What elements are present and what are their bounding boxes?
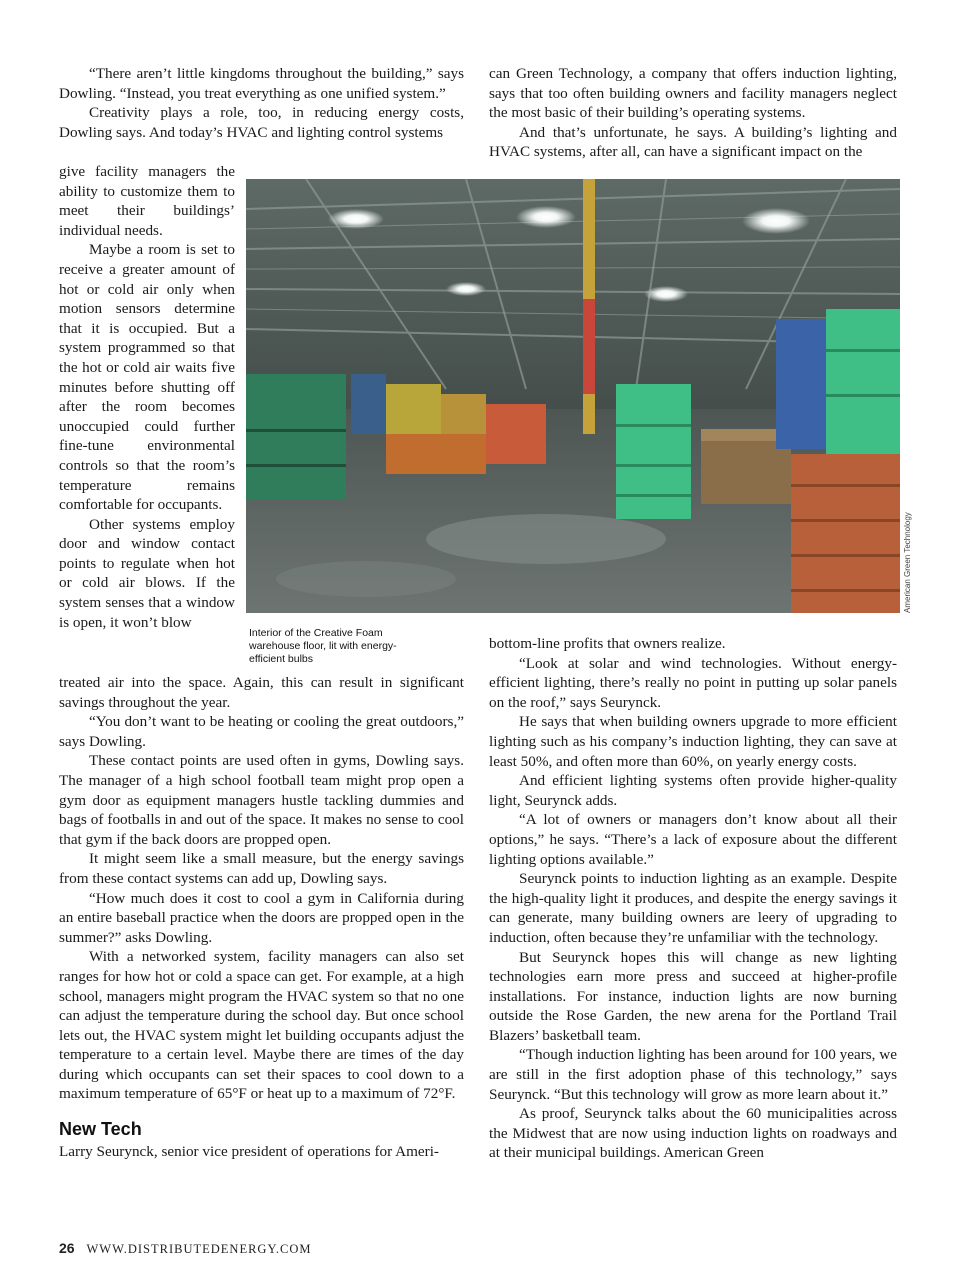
left-column-bottom bbox=[59, 673, 464, 1161]
paragraph: give facility managers the ability to customize them to meet their buildings’ individual needs. bbox=[59, 163, 235, 239]
paragraph: Larry Seurynck, senior vice president of operations for Ameri- bbox=[59, 1142, 439, 1160]
paragraph: And that’s unfortunate, he says. A building’s lighting and HVAC systems, after all, can have a significant impact on the bbox=[489, 123, 897, 161]
photo-caption: Interior of the Creative Foam warehouse floor, lit with energy-efficient bulbs bbox=[249, 627, 397, 665]
paragraph: “Look at solar and wind technologies. Without energy-efficient lighting, there’s really no point in putting up solar panels on the roof,” says Seurynck. bbox=[489, 654, 897, 711]
photo-credit: American Green Technology bbox=[903, 512, 912, 613]
right-column-bottom bbox=[489, 634, 897, 1163]
paragraph: can Green Technology, a company that offers induction lighting, says that too often building owners and facility managers neglect the most basic of their building’s operating systems. bbox=[489, 65, 897, 122]
paragraph: It might seem like a small measure, but the energy savings from these contact systems can add up, Dowling says. bbox=[59, 850, 464, 887]
section-heading: New Tech bbox=[59, 1119, 142, 1140]
paragraph: Creativity plays a role, too, in reducing energy costs, Dowling says. And today’s HVAC and lighting control systems bbox=[59, 104, 464, 141]
paragraph: Seurynck points to induction lighting as an example. Despite the high-quality light it produces, and despite the energy savings it can generate, many building owners are leery of upgrading to induction, often because they’re unfamiliar with the technology. bbox=[489, 870, 897, 946]
paragraph: “Though induction lighting has been around for 100 years, we are still in the first adoption phase of this technology,” says Seurynck. “But this technology will grow as more learn about it.” bbox=[489, 1046, 897, 1103]
paragraph: “A lot of owners or managers don’t know about all their options,” he says. “There’s a lack of exposure about the different lighting options available.” bbox=[489, 811, 897, 868]
left-column-top bbox=[59, 64, 464, 142]
paragraph: Maybe a room is set to receive a greater amount of hot or cold air only when motion sensors determine that it is occupied. But a system programmed so that the hot or cold air waits five minutes before shutting off after the room becomes unoccupied could further fine-tune environmental controls so that the room’s temperature remains comfortable for occupants. bbox=[59, 241, 235, 514]
page-footer bbox=[59, 1240, 311, 1257]
right-column-top bbox=[489, 64, 897, 162]
paragraph: Other systems employ door and window contact points to regulate when hot or cold air blows. If the system senses that a window is open, it won’t blow bbox=[59, 515, 235, 631]
warehouse-photo bbox=[246, 179, 900, 613]
paragraph: And efficient lighting systems often provide higher-quality light, Seurynck adds. bbox=[489, 772, 897, 809]
paragraph: As proof, Seurynck talks about the 60 municipalities across the Midwest that are now using induction lights on roadways and at their municipal buildings. American Green bbox=[489, 1105, 897, 1162]
paragraph: bottom-line profits that owners realize. bbox=[489, 635, 726, 652]
paragraph: He says that when building owners upgrade to more efficient lighting such as his company’s induction lighting, they can save at least 50%, and often more than 60%, on yearly energy costs. bbox=[489, 713, 897, 770]
footer-url: WWW.DISTRIBUTEDENERGY.COM bbox=[86, 1242, 312, 1256]
page-number: 26 bbox=[59, 1240, 75, 1256]
paragraph: These contact points are used often in gyms, Dowling says. The manager of a high school football team might prop open a gym door as equipment managers hustle tackling dummies and bags of footballs in and out of the space. It makes no sense to cool that gym if the back doors are propped open. bbox=[59, 752, 464, 848]
paragraph: “You don’t want to be heating or cooling the great outdoors,” says Dowling. bbox=[59, 713, 464, 750]
paragraph: treated air into the space. Again, this can result in significant savings throughout the year. bbox=[59, 674, 464, 711]
left-column-narrow bbox=[59, 162, 235, 632]
paragraph: But Seurynck hopes this will change as new lighting technologies earn more press and succeed at higher-profile installations. For instance, induction lights are now burning outside the Rose Garden, the new arena for the Portland Trail Blazers’ basketball team. bbox=[489, 948, 897, 1044]
paragraph: “How much does it cost to cool a gym in California during an entire baseball practice when the doors are propped open in the summer?” asks Dowling. bbox=[59, 889, 464, 946]
paragraph: With a networked system, facility managers can also set ranges for how hot or cold a space can get. For example, at a high school, managers might program the HVAC system so that no one can adjust the temperature during the school day. But once school lets out, the HVAC system might let building occupants adjust the temperature to a certain level. Maybe there are times of the day during which occupants can set their spaces to cool down to a maximum temperature of 65°F or heat up to a maximum of 72°F. bbox=[59, 948, 464, 1103]
paragraph: “There aren’t little kingdoms throughout the building,” says Dowling. “Instead, you treat everything as one unified system.” bbox=[59, 65, 464, 102]
